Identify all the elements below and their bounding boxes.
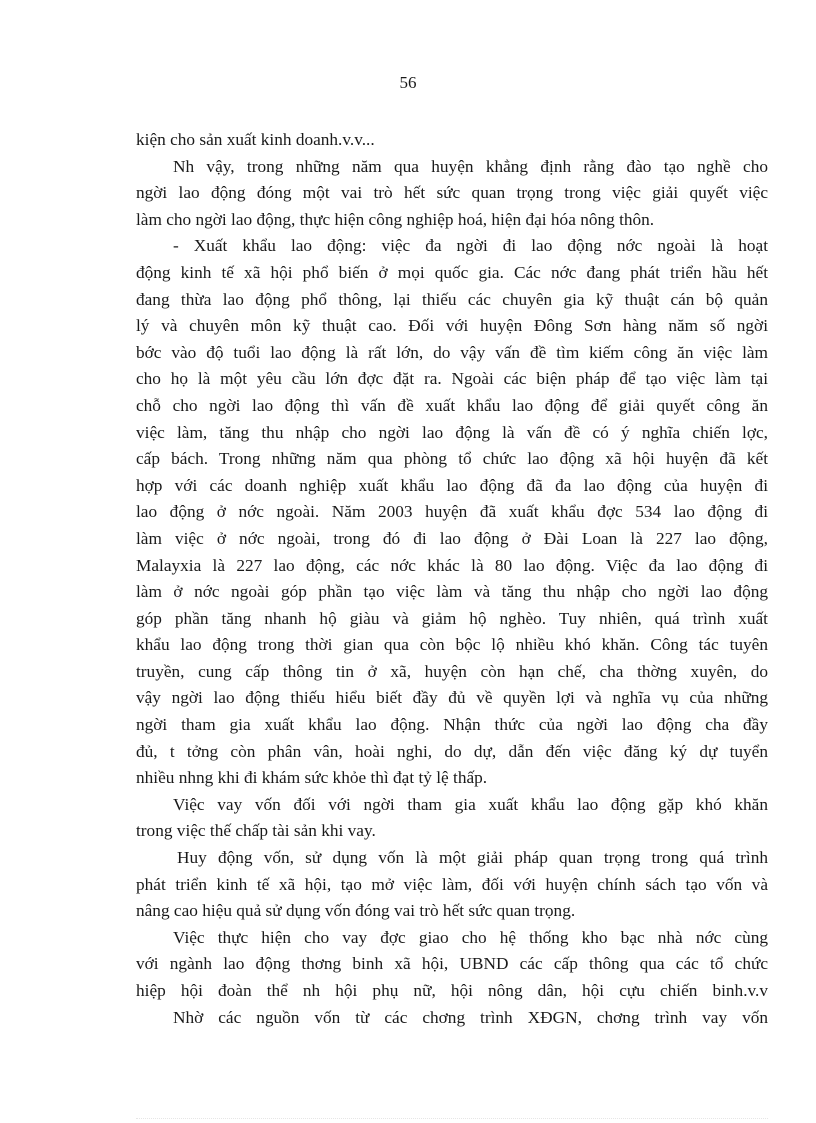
text-line: cho họ là một yêu cầu lớn đợc đặt ra. Ngoài các biện pháp để tạo việc làm tại (136, 369, 768, 389)
text-line: đủ, t tởng còn phân vân, hoài nghi, do dự, dẫn đến việc đăng ký dự tuyển (136, 741, 768, 761)
text-line: Nh vậy, trong những năm qua huyện khẳng định rằng đào tạo nghề cho (173, 156, 768, 176)
text-line: truyền, cung cấp thông tin ở xã, huyện còn hạn chế, cha thờng xuyên, do (136, 661, 768, 681)
footer-divider (136, 1118, 768, 1119)
text-line: bớc vào độ tuổi lao động là rất lớn, do vậy vấn đề tìm kiếm công ăn việc làm (136, 342, 768, 362)
text-line: hiệp hội đoàn thể nh hội phụ nữ, hội nông dân, hội cựu chiến binh.v.v (136, 981, 768, 1000)
text-line: khẩu lao động trong thời gian qua còn bộc lộ nhiều khó khăn. Công tác tuyên (136, 635, 768, 655)
text-line: việc làm, tăng thu nhập cho ngời lao động là vấn đề có ý nghĩa chiến lợc, (136, 422, 768, 442)
text-line: chỗ cho ngời lao động thì vấn đề xuất khẩu lao động để giải quyết công ăn (136, 395, 768, 415)
text-line: nâng cao hiệu quả sử dụng vốn đóng vai trò hết sức quan trọng. (136, 901, 576, 921)
text-line: làm cho ngời lao động, thực hiện công nghiệp hoá, hiện đại hóa nông thôn. (136, 209, 655, 229)
text-line: lao động ở nớc ngoài. Năm 2003 huyện đã xuất khẩu đợc 534 lao động đi (136, 502, 768, 522)
text-line: trong việc thế chấp tài sản khi vay. (136, 821, 376, 841)
text-line: vậy ngời lao động thiếu hiểu biết đầy đủ về quyền lợi và nghĩa vụ của những (136, 688, 768, 708)
text-line: ngời lao động đóng một vai trò hết sức quan trọng trong việc giải quyết việc (136, 183, 768, 203)
text-line: ngời tham gia xuất khẩu lao động. Nhận thức của ngời lao động cha đầy (136, 715, 768, 735)
text-line: cấp bách. Trong những năm qua phòng tổ chức lao động xã hội huyện đã kết (136, 449, 768, 469)
text-line: - Xuất khẩu lao động: việc đa ngời đi lao động nớc ngoài là hoạt (173, 236, 768, 256)
page-number: 56 (399, 73, 417, 92)
text-line: Malayxia là 227 lao động, các nớc khác là 80 lao động. Việc đa lao động đi (136, 555, 768, 575)
text-line: nhiều nhng khi đi khám sức khỏe thì đạt tỷ lệ thấp. (136, 768, 488, 788)
text-line: hợp với các doanh nghiệp xuất khẩu lao động đã đa lao động của huyện đi (136, 475, 768, 495)
text-line: đang thừa lao động phổ thông, lại thiếu các chuyên gia kỹ thuật cán bộ quản (136, 289, 768, 309)
text-line: Nhờ các nguồn vốn từ các chơng trình XĐGN, chơng trình vay vốn (173, 1007, 768, 1027)
text-line: Huy động vốn, sử dụng vốn là một giải pháp quan trọng trong quá trình (177, 848, 768, 868)
text-line: Việc vay vốn đối với ngời tham gia xuất khẩu lao động gặp khó khăn (173, 794, 768, 814)
text-line: Việc thực hiện cho vay đợc giao cho hệ thống kho bạc nhà nớc cùng (173, 927, 768, 947)
text-line: kiện cho sản xuất kinh doanh.v.v... (136, 130, 375, 149)
body-text (136, 127, 768, 1031)
text-line: động kinh tế xã hội phổ biến ở mọi quốc gia. Các nớc đang phát triển hầu hết (136, 262, 768, 282)
text-line: lý và chuyên môn kỹ thuật cao. Đối với huyện Đông Sơn hàng năm số ngời (136, 316, 768, 336)
text-line: góp phần tăng nhanh hộ giàu và giảm hộ nghèo. Tuy nhiên, quá trình xuất (136, 608, 768, 628)
text-line: làm việc ở nớc ngoài, trong đó đi lao động ở Đài Loan là 227 lao động, (136, 528, 768, 548)
text-line: với ngành lao động thơng binh xã hội, UBND các cấp thông qua các tổ chức (136, 954, 768, 974)
text-line: làm ở nớc ngoài góp phần tạo việc làm và tăng thu nhập cho ngời lao động (136, 582, 768, 602)
text-line: phát triển kinh tế xã hội, tạo mở việc làm, đối với huyện chính sách tạo vốn và (136, 874, 768, 894)
